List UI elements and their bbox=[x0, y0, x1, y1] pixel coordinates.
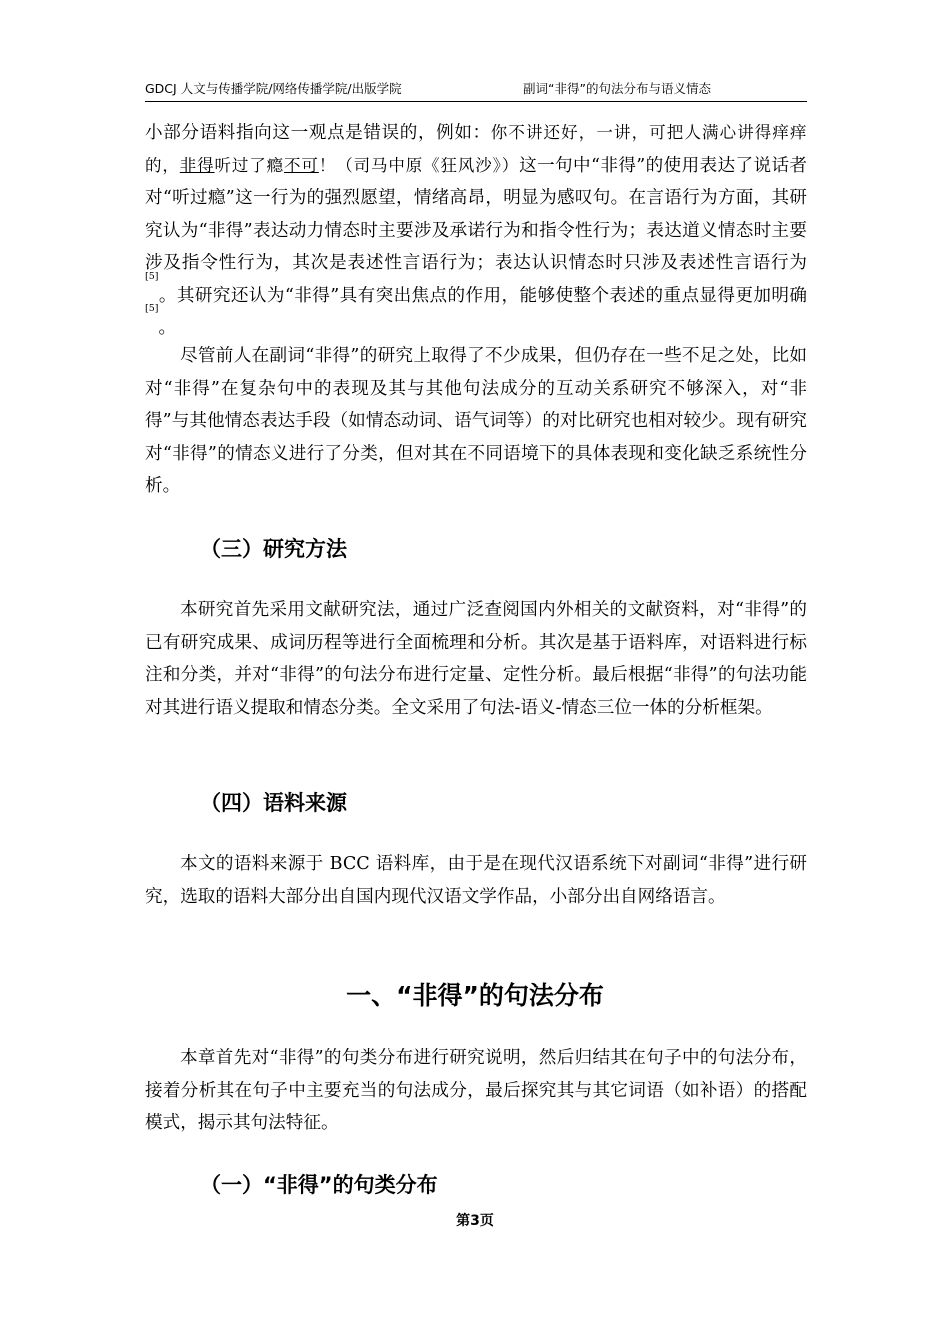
paragraph-text: 本章首先对“非得”的句类分布进行研究说明，然后归结其在句子中的句法分布，接着分析其在句子中主要充当的句法成分，最后探究其与其它词语（如补语）的搭配模式，揭示其句法特征。 bbox=[145, 1048, 807, 1133]
paragraph-literature-review-continued bbox=[145, 117, 807, 345]
underlined-buke: 不可 bbox=[284, 155, 319, 175]
text-segment: 小部分语料指向这一观点是错误的，例如： bbox=[145, 123, 491, 143]
header-paper-title: 副词“非得”的句法分布与语义情态 bbox=[523, 81, 711, 96]
section-heading-sources: （四）语料来源 bbox=[200, 791, 347, 815]
section-heading-sentence-types: （一）“非得”的句类分布 bbox=[200, 1173, 438, 1197]
example-source: ！（司马中原《狂风沙》） bbox=[318, 155, 520, 175]
underlined-feide: 非得 bbox=[179, 155, 215, 175]
page-number: 第3页 bbox=[456, 1213, 494, 1229]
paragraph-sources bbox=[145, 848, 807, 913]
paragraph-text: 尽管前人在副词“非得”的研究上取得了不少成果，但仍存在一些不足之处，比如对“非得”在复杂句中的表现及其与其他句法成分的互动关系研究不够深入，对“非得”与其他情态表达手段（如情态动词、语气词等）的对比研究也相对较少。现有研究对“非得”的情态义进行了分类，但对其在不同语境下的具体表现和变化缺乏系统性分析。 bbox=[145, 346, 807, 496]
paragraph-text: 本文的语料来源于 BCC 语料库，由于是在现代汉语系统下对副词“非得”进行研究，选取的语料大部分出自国内现代汉语文学作品，小部分出自网络语言。 bbox=[145, 854, 807, 907]
text-segment: 。其研究还认为“非得”具有突出焦点的作用，能够使整个表述的重点显得更加明确 bbox=[158, 285, 807, 306]
section-heading-methods: （三）研究方法 bbox=[200, 537, 347, 561]
chapter-heading: 一、“非得”的句法分布 bbox=[346, 981, 604, 1010]
paragraph-text: 本研究首先采用文献研究法，通过广泛查阅国内外相关的文献资料，对“非得”的已有研究成果、成词历程等进行全面梳理和分析。其次是基于语料库，对语料进行标注和分类，并对“非得”的句法分布进行定量、定性分析。最后根据“非得”的句法功能对其进行语义提取和情态分类。全文采用了句法-语义-情态三位一体的分析框架。 bbox=[145, 600, 807, 718]
citation-ref: [5] bbox=[145, 270, 159, 282]
header-institution: GDCJ 人文与传播学院/网络传播学院/出版学院 bbox=[145, 81, 402, 96]
example-text: 听过了瘾 bbox=[214, 155, 285, 175]
citation-ref: [5] bbox=[145, 303, 159, 314]
paragraph-chapter-intro bbox=[145, 1042, 807, 1140]
paragraph-methods bbox=[145, 594, 807, 724]
example-text: 你不讲还好，一讲，可把人满心讲得痒痒的， bbox=[145, 123, 807, 175]
text-segment: 。 bbox=[158, 318, 177, 338]
text-segment: 这一句中“非得”的使用表达了说话者对“听过瘾”这一行为的强烈愿望，情绪高昂，明显为感叹句。在言语行为方面，其研究认为“非得”表达动力情态时主要涉及承诺行为和指令性行为；表达道义情态时主要涉及指令性行为，其次是表述性言语行为；表达认识情态时只涉及表述性言语行为 bbox=[145, 155, 808, 273]
running-header bbox=[145, 79, 807, 102]
paragraph-research-gaps bbox=[145, 340, 807, 503]
